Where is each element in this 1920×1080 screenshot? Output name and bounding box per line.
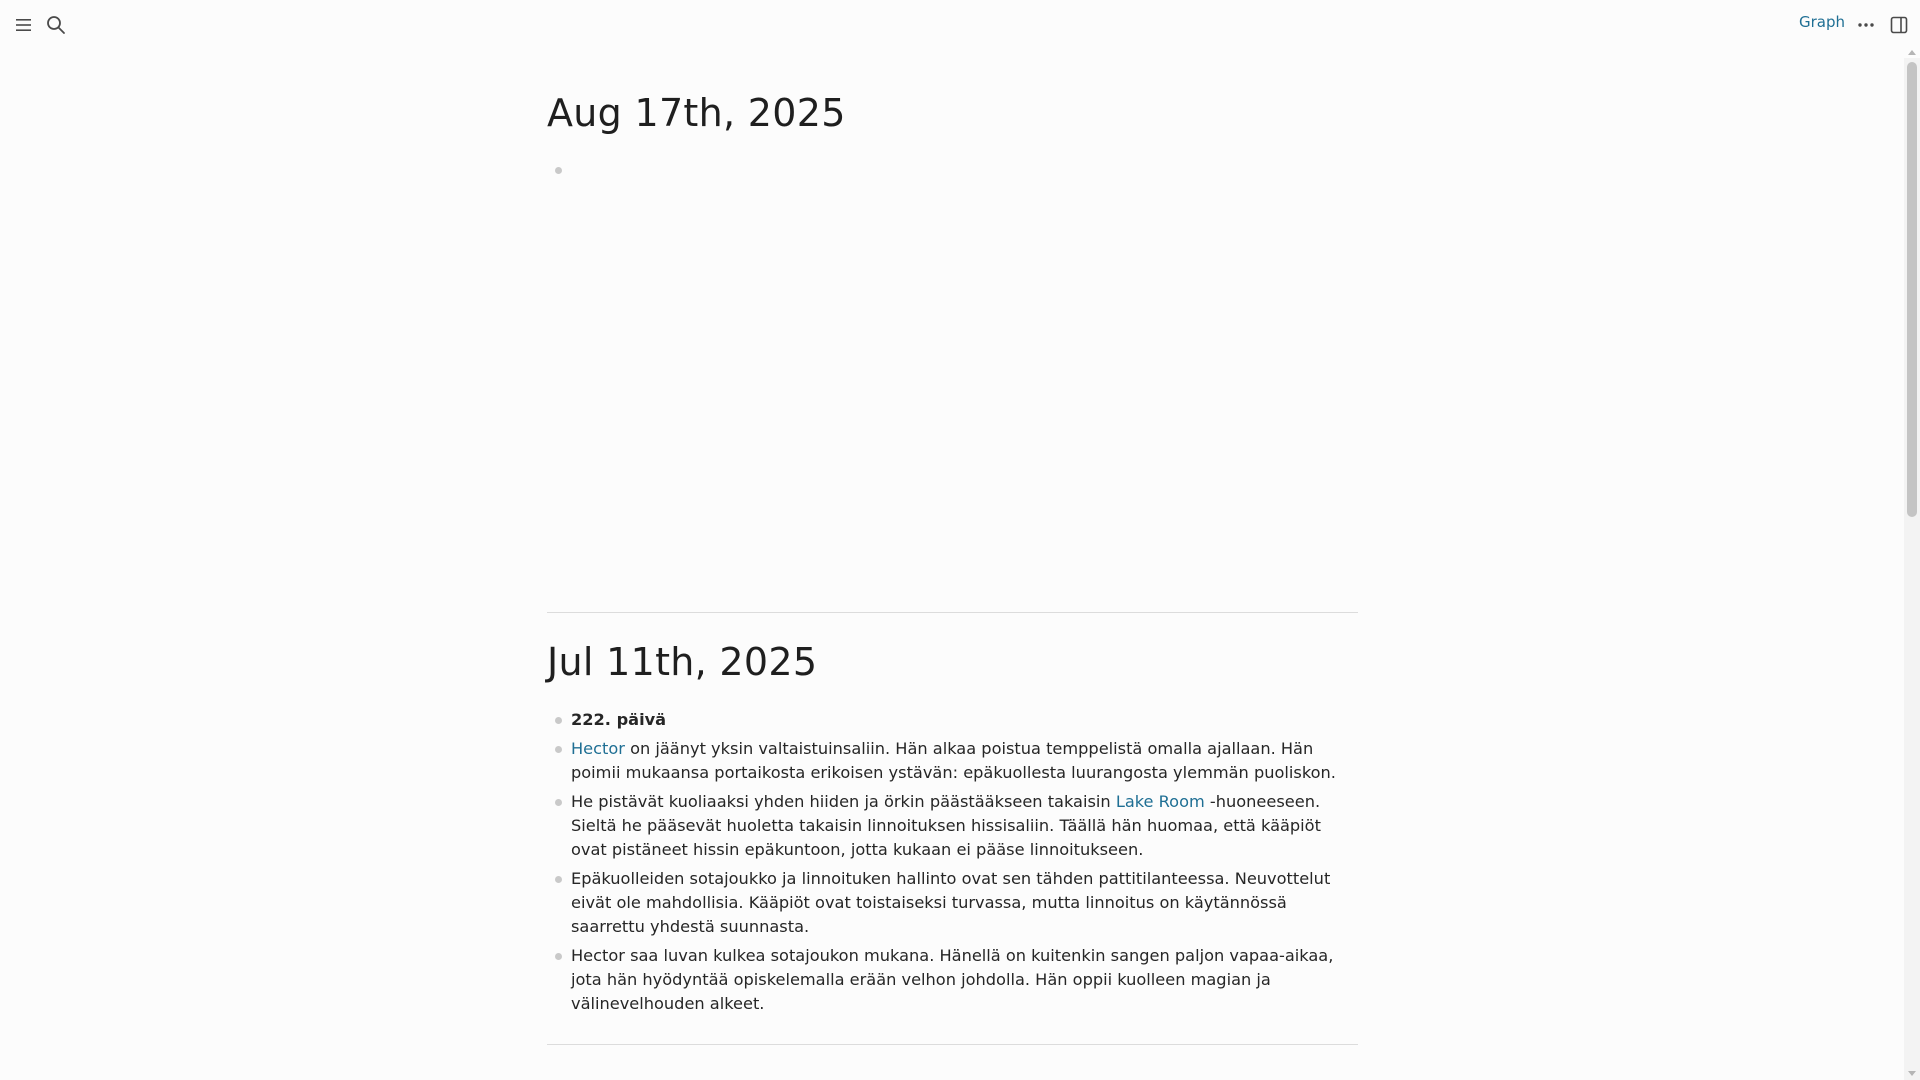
list-item[interactable] — [547, 867, 1358, 939]
page-reference-link[interactable]: Hector — [571, 739, 625, 758]
graph-view-link[interactable]: Graph — [1799, 13, 1846, 31]
top-bar — [0, 0, 1920, 50]
journal-date-title[interactable]: Jul 11th, 2025 — [547, 640, 818, 684]
list-item[interactable] — [547, 790, 1358, 862]
block-bullet[interactable] — [555, 799, 562, 806]
scrollbar-thumb[interactable] — [1907, 62, 1917, 517]
scroll-up-arrow-icon[interactable] — [1908, 50, 1916, 55]
journal-divider — [547, 1044, 1358, 1045]
block-bullet[interactable] — [555, 717, 562, 724]
list-item[interactable] — [547, 708, 1358, 732]
block-text: Epäkuolleiden sotajoukko ja linnoituken hallinto ovat sen tähden pattitilanteessa. Neuvottelut eivät ole mahdollisia. Kääpiöt ovat toistaiseksi turvassa, mutta linnoitus on käytännössä saarrettu yhdestä suunnasta. — [571, 869, 1331, 936]
hamburger-menu-icon[interactable] — [11, 12, 37, 38]
right-sidebar-toggle-icon[interactable] — [1886, 12, 1912, 38]
block-list — [547, 708, 1358, 1021]
block-text: Hector saa luvan kulkea sotajoukon mukana. Hänellä on kuitenkin sangen paljon vapaa-aikaa, jota hän hyödyntää opiskelemalla erään velhon johdolla. Hän oppii kuolleen magian ja välinevelhouden alkeet. — [571, 946, 1334, 1013]
block-text: on jäänyt yksin valtaistuinsaliin. Hän alkaa poistua temppelistä omalla ajallaan. Hän poimii mukaansa portaikosta erikoisen ystävän: epäkuollesta luurangosta ylemmän puoliskon. — [571, 739, 1336, 782]
empty-block-bullet[interactable] — [555, 167, 562, 174]
block-text: He pistävät kuoliaaksi yhden hiiden ja örkin päästääkseen takaisin — [571, 792, 1116, 811]
block-bullet[interactable] — [555, 953, 562, 960]
search-icon[interactable] — [43, 12, 69, 38]
journal-divider — [547, 612, 1358, 613]
block-bullet[interactable] — [555, 876, 562, 883]
page-reference-link[interactable]: Lake Room — [1115, 792, 1205, 811]
list-item[interactable] — [547, 737, 1358, 785]
journal-date-title[interactable]: Aug 17th, 2025 — [547, 91, 846, 135]
block-bullet[interactable] — [555, 746, 562, 753]
more-dots-icon[interactable] — [1853, 12, 1879, 38]
block-text: 222. päivä — [571, 710, 667, 729]
block-text: -huoneeseen. Sieltä he pääsevät huoletta takaisin linnoituksen hissisaliin. Täällä hän huomaa, että kääpiöt ovat pistäneet hissin epäkuntoon, jotta kukaan ei pääse linnoitukseen. — [571, 792, 1321, 859]
scroll-down-arrow-icon[interactable] — [1908, 1071, 1916, 1076]
list-item[interactable] — [547, 944, 1358, 1016]
